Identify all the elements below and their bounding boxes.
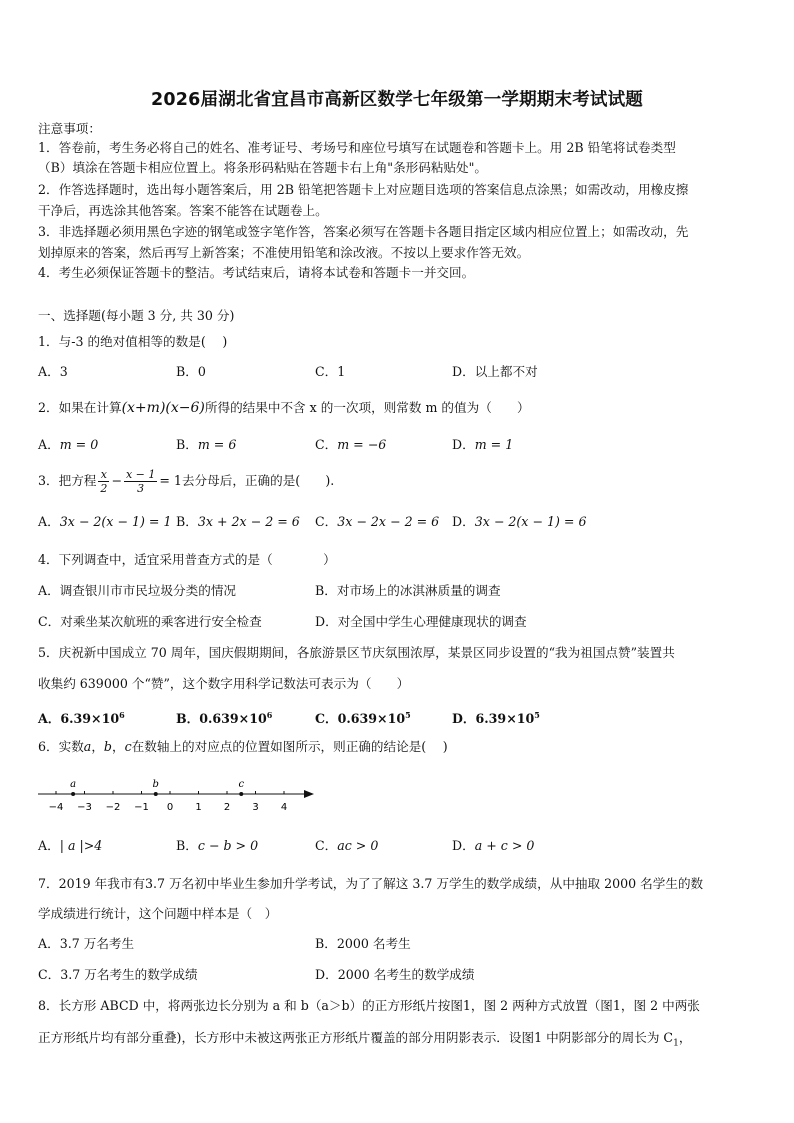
- q2-option-c-label: C．: [315, 437, 338, 452]
- q5-option-a-text: A．6.39×10: [38, 711, 120, 727]
- q5-option-d: [452, 707, 540, 727]
- number-line-arrow-icon: [304, 790, 314, 798]
- q5-option-c-text: C．0.639×10: [315, 711, 406, 727]
- q2-option-c-text: m = −6: [337, 437, 387, 452]
- q5-line-2: 收集约 639000 个“赞”，这个数字用科学记数法可表示为（ ）: [38, 676, 410, 691]
- notice-heading: 注意事项：: [38, 121, 101, 136]
- q3-stem-post: 去分母后，正确的是( ).: [181, 473, 335, 488]
- q2-option-d-text: m = 1: [474, 437, 514, 452]
- q5-option-b-exp: 6: [266, 710, 273, 720]
- number-line-points: [70, 779, 244, 796]
- q2-stem-pre: 2．如果在计算: [38, 400, 122, 415]
- q5-line-1: 5．庆祝新中国成立 70 周年，国庆假期期间，各旅游景区节庆氛围浓厚，某景区同步设置的“我为祖国点赞”装置共: [38, 645, 675, 660]
- q5-option-b-text: B．0.639×10: [176, 711, 267, 727]
- q3-option-d-label: D．: [452, 514, 475, 529]
- notice-line-6: 划掉原来的答案，然后再写上新答案；不准使用铅笔和涂改液。不按以上要求作答无效。: [38, 245, 530, 260]
- q3-option-b-label: B．: [176, 514, 198, 529]
- q3-option-d-text: 3x − 2(x − 1) = 6: [474, 514, 587, 529]
- q7-line-1: 7．2019 年我市有3.7 万名初中毕业生参加升学考试，为了了解这 3.7 万学生的数学成绩，从中抽取 2000 名学生的数: [38, 876, 704, 891]
- q5-option-d-exp: 5: [534, 710, 540, 720]
- number-line-tick-label: 1: [195, 802, 202, 813]
- number-line-tick-label: −1: [134, 802, 149, 813]
- q3-fraction-2: [124, 468, 157, 495]
- q2-option-d: [452, 437, 513, 453]
- notice-line-7: 4．考生必须保证答题卡的整洁。考试结束后，请将本试卷和答题卡一并交回。: [38, 265, 475, 280]
- q8-line-2-end: ，: [678, 1030, 692, 1045]
- q8-line-1: 8．长方形 ABCD 中，将两张边长分别为 a 和 b（a＞b）的正方形纸片按图1，图 2 两种方式放置（图1，图 2 中两张: [38, 998, 700, 1013]
- notice-line-1: 1．答卷前，考生务必将自己的姓名、准考证号、考场号和座位号填写在试题卷和答题卡上。用 2B 铅笔将试卷类型: [38, 140, 676, 155]
- number-line-tick-label: 3: [252, 802, 259, 813]
- q3-equals: = 1: [159, 473, 182, 488]
- q4-stem: 4．下列调查中，适宜采用普查方式的是（ ）: [38, 552, 336, 567]
- q5-option-a-exp: 6: [119, 710, 125, 720]
- q6-option-a-text: | a |>4: [59, 838, 103, 853]
- q6-sep-1: ，: [91, 739, 104, 754]
- notice-line-3: 2．作答选择题时，选出每小题答案后，用 2B 铅笔把答题卡上对应题目选项的答案信息点涂黑；如需改动，用橡皮擦: [38, 182, 689, 197]
- q3-option-a-label: A．: [38, 514, 60, 529]
- q2-stem: [38, 400, 530, 416]
- q1-option-b: B．0: [176, 364, 206, 379]
- q6-sep-2: ，: [111, 739, 125, 754]
- q7-option-b: B．2000 名考生: [315, 936, 411, 951]
- number-line-point-label-a: a: [70, 779, 77, 790]
- q2-stem-post: 所得的结果中不含 x 的一次项，则常数 m 的值为（ ）: [204, 400, 530, 415]
- notice-line-5: 3．非选择题必须用黑色字迹的钢笔或签字笔作答，答案必须写在答题卡各题目指定区域内相应位置上；如需改动，先: [38, 224, 689, 239]
- number-line-tick-label: 4: [280, 802, 288, 813]
- q3-option-b: [176, 514, 300, 530]
- q1-stem: 1．与-3 的绝对值相等的数是( ): [38, 334, 228, 349]
- q5-option-d-text: D．6.39×10: [452, 711, 535, 727]
- q3-fraction-1: [98, 468, 109, 495]
- q6-option-d-label: D．: [452, 838, 475, 853]
- q3-frac2-denominator: 3: [137, 482, 145, 495]
- number-line-tick-label: 2: [223, 802, 231, 813]
- q3-minus: −: [111, 473, 122, 488]
- q6-option-d: [452, 838, 534, 854]
- q3-option-b-text: 3x + 2x − 2 = 6: [197, 514, 300, 529]
- number-line-point-label-b: b: [152, 779, 159, 790]
- q2-expression: (x+m)(x−6): [121, 400, 205, 416]
- q6-option-a-label: A．: [38, 838, 60, 853]
- q2-option-b: [176, 437, 236, 453]
- q2-option-b-label: B．: [176, 437, 198, 452]
- q4-option-b: B．对市场上的冰淇淋质量的调查: [315, 583, 501, 598]
- q3-option-a: [38, 514, 171, 530]
- q6-option-c-label: C．: [315, 838, 338, 853]
- q2-option-c: [315, 437, 386, 453]
- q6-stem-post: 在数轴上的对应点的位置如图所示，则正确的结论是( ): [131, 739, 448, 754]
- q7-option-c: C．3.7 万名考生的数学成绩: [38, 967, 198, 982]
- number-line-point-label-c: c: [238, 779, 245, 790]
- exam-title: 2026届湖北省宜昌市高新区数学七年级第一学期期末考试试题: [150, 90, 643, 110]
- q6-option-a: [38, 838, 102, 854]
- q5-option-c-exp: 5: [405, 710, 411, 720]
- q6-var-c: c: [124, 739, 132, 754]
- q3-option-c: [315, 514, 439, 530]
- number-line-point-c: [239, 792, 243, 796]
- number-line-tick-label: 0: [166, 802, 174, 813]
- number-line-tick-label: −4: [48, 802, 64, 813]
- notice-line-2: （B）填涂在答题卡相应位置上。将条形码粘贴在答题卡右上角"条形码粘贴处"。: [38, 160, 488, 175]
- q4-option-d: D．对全国中学生心理健康现状的调查: [315, 614, 527, 629]
- q3-frac1-denominator: 2: [100, 482, 108, 495]
- number-line-tick-label: −3: [77, 802, 92, 813]
- q5-option-a: [38, 707, 125, 727]
- q3-frac1-numerator: x: [98, 468, 109, 482]
- q5-option-c: [315, 707, 411, 727]
- q6-stem-pre: 6．实数: [38, 739, 84, 754]
- q6-option-d-text: a + c > 0: [474, 838, 535, 853]
- q6-option-b-label: B．: [176, 838, 198, 853]
- q3-option-c-text: 3x − 2x − 2 = 6: [337, 514, 440, 529]
- q2-option-a-label: A．: [38, 437, 60, 452]
- q7-line-2: 学成绩进行统计，这个问题中样本是（ ）: [38, 906, 278, 921]
- q7-option-a: A．3.7 万名考生: [38, 936, 135, 951]
- number-line-point-b: [154, 792, 158, 796]
- q7-option-d: D．2000 名考生的数学成绩: [315, 967, 475, 982]
- q2-option-d-label: D．: [452, 437, 475, 452]
- q2-option-a: [38, 437, 98, 453]
- number-line-point-a: [71, 792, 75, 796]
- q6-option-b: [176, 838, 258, 854]
- q1-option-a: A．3: [38, 364, 68, 379]
- notice-line-4: 干净后，再选涂其他答案。答案不能答在试题卷上。: [38, 203, 328, 218]
- q3-stem-pre: 3．把方程: [38, 473, 97, 488]
- q1-option-d: D．以上都不对: [452, 364, 538, 379]
- q8-line-2-subscript: 1: [673, 1038, 679, 1049]
- q5-option-b: [176, 707, 272, 727]
- q2-option-b-text: m = 6: [197, 437, 237, 452]
- q4-option-c: C．对乘坐某次航班的乘客进行安全检查: [38, 614, 262, 629]
- q8-line-2: [38, 1030, 691, 1052]
- section-heading: 一、选择题(每小题 3 分, 共 30 分): [38, 308, 235, 323]
- number-line-tick-label: −2: [105, 802, 121, 813]
- q8-line-2-text: 正方形纸片均有部分重叠)，长方形中未被这两张正方形纸片覆盖的部分用阴影表示．设图1 中阴影部分的周长为 C: [38, 1030, 674, 1045]
- q3-frac2-numerator: x − 1: [125, 468, 156, 481]
- q3-stem: [38, 464, 334, 498]
- q3-option-a-text: 3x − 2(x − 1) = 1: [59, 514, 172, 529]
- q6-option-c: [315, 838, 378, 854]
- q3-option-d: [452, 514, 586, 530]
- q6-var-a: a: [83, 739, 92, 754]
- q6-option-b-text: c − b > 0: [197, 838, 259, 853]
- q2-option-a-text: m = 0: [59, 437, 99, 452]
- q3-option-c-label: C．: [315, 514, 338, 529]
- q6-stem: [38, 739, 448, 755]
- q6-option-c-text: ac > 0: [337, 838, 379, 853]
- q6-var-b: b: [103, 739, 112, 754]
- q6-number-line: [38, 778, 328, 818]
- q1-option-c: C．1: [315, 364, 346, 379]
- q4-option-a: A．调查银川市市民垃圾分类的情况: [38, 583, 237, 598]
